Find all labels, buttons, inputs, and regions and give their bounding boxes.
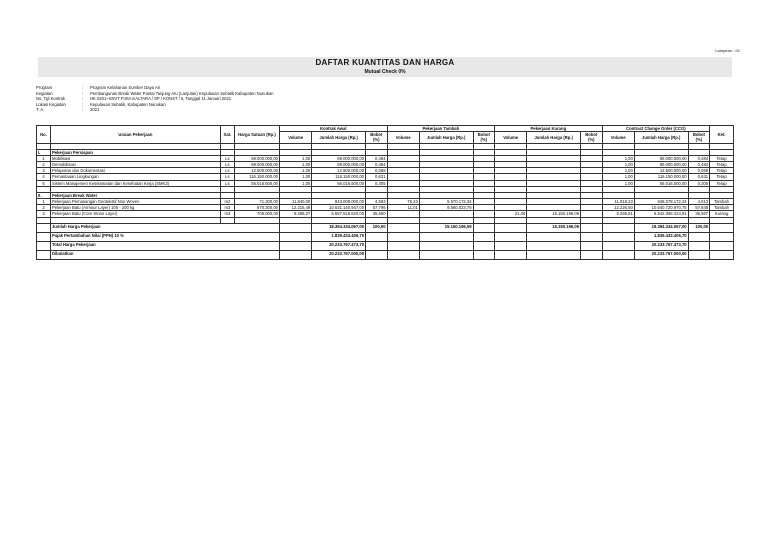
header-ket: Ket. bbox=[710, 126, 734, 144]
cell-no: 1 bbox=[37, 155, 51, 161]
info-value: 2021 bbox=[90, 107, 100, 113]
header-bobot: Bobot (%) bbox=[473, 132, 495, 143]
cell-sat: Ls bbox=[220, 174, 234, 180]
cell-k-vol: 1,00 bbox=[280, 174, 312, 180]
header-jumlah: Jumlah Harga (Rp.) bbox=[527, 132, 581, 143]
cell-c-vol: 1,00 bbox=[602, 174, 634, 180]
page-title: DAFTAR KUANTITAS DAN HARGA bbox=[38, 57, 732, 68]
cell-no: 5 bbox=[37, 180, 51, 186]
summary-t-jml bbox=[419, 250, 473, 259]
cell-k-jml: 116.150.000,00 bbox=[312, 174, 366, 180]
cell-k-jml: 6.557.518.620,00 bbox=[312, 211, 366, 217]
summary-row bbox=[37, 223, 734, 232]
header-bobot: Bobot (%) bbox=[366, 132, 388, 143]
cell-harga: 56.016.500,00 bbox=[234, 180, 279, 186]
quantity-price-table bbox=[36, 125, 734, 260]
cell-c-vol: 1,00 bbox=[602, 155, 634, 161]
cell-sat: m2 bbox=[220, 199, 234, 205]
project-info bbox=[36, 85, 273, 113]
cell-c-jml: 6.542.368.423,91 bbox=[634, 211, 688, 217]
info-value: Program Kelahanan Sumber Daya Air bbox=[90, 85, 161, 90]
header-jumlah: Jumlah Harga (Rp.) bbox=[634, 132, 688, 143]
cell-k-vol: 11.840,00 bbox=[280, 199, 312, 205]
summary-c-bob bbox=[688, 250, 710, 259]
cell-k-jml: 12.500.000,00 bbox=[312, 168, 366, 174]
cell-k-bob: 35,650 bbox=[366, 211, 388, 217]
cell-uraian: Pekerjaan Batu (Core Stone Layer) bbox=[50, 211, 220, 217]
summary-k-bob: 100,00 bbox=[366, 223, 388, 232]
cell-uraian: Pelaporan dan Dokumentasi bbox=[50, 168, 220, 174]
info-separator: : bbox=[82, 85, 84, 90]
cell-no: 2 bbox=[37, 162, 51, 168]
info-separator: : bbox=[82, 96, 84, 102]
summary-ku-jml bbox=[527, 241, 581, 250]
cell-ket: Tambah bbox=[710, 199, 734, 205]
summary-k-jml: 20.233.767.000,00 bbox=[312, 250, 366, 259]
section-number: I. bbox=[37, 149, 51, 155]
header-kontrak-awal: Kontrak Awal bbox=[280, 126, 388, 132]
cell-no: 4 bbox=[37, 174, 51, 180]
cell-k-bob: 0,484 bbox=[366, 162, 388, 168]
cell-k-bob: 57,796 bbox=[366, 205, 388, 211]
cell-c-jml: 89.000.000,00 bbox=[634, 162, 688, 168]
summary-label: Pajak Pertambahan Nilai (PPN) 10 % bbox=[50, 232, 279, 241]
cell-k-vol: 1,00 bbox=[280, 180, 312, 186]
cell-t-vol: 11,01 bbox=[387, 205, 419, 211]
header-cco: Contract Change Order (CCO) bbox=[602, 126, 710, 132]
cell-t-jml: 5.570.172,34 bbox=[419, 199, 473, 205]
cell-k-jml: 843.008.000,00 bbox=[312, 199, 366, 205]
summary-k-bob bbox=[366, 250, 388, 259]
section-number: II. bbox=[37, 192, 51, 198]
summary-t-jml bbox=[419, 241, 473, 250]
cell-c-jml: 56.016.500,00 bbox=[634, 180, 688, 186]
cell-t-jml: 9.580.023,75 bbox=[419, 205, 473, 211]
cell-c-vol: 1,00 bbox=[602, 168, 634, 174]
cell-c-vol: 1,00 bbox=[602, 162, 634, 168]
cell-c-jml: 89.000.000,00 bbox=[634, 155, 688, 161]
summary-row bbox=[37, 241, 734, 250]
info-value: Kepulauan Sebatik, Kabupaten Nunukan bbox=[90, 101, 166, 107]
summary-label: Jumlah Harga Pekerjaan bbox=[50, 223, 279, 232]
cell-harga: 89.000.000,00 bbox=[234, 155, 279, 161]
summary-ku-jml bbox=[527, 250, 581, 259]
header-volume: Volume bbox=[280, 132, 312, 143]
summary-ku-jml bbox=[527, 232, 581, 241]
info-row bbox=[36, 107, 273, 113]
cell-k-vol: 1,00 bbox=[280, 168, 312, 174]
cell-uraian: Demobilisasi bbox=[50, 162, 220, 168]
header-sat: Sat. bbox=[220, 126, 234, 144]
header-harga-satuan: Harga Satuan (Rp.) bbox=[234, 126, 279, 144]
cell-k-vol: 1,00 bbox=[280, 162, 312, 168]
cell-uraian: Pekerjaan Pemasangan Geotekstil Non Woven bbox=[50, 199, 220, 205]
info-separator: : bbox=[82, 101, 84, 107]
cell-k-jml: 10.631.140.947,00 bbox=[312, 205, 366, 211]
cell-c-vol: 11.918,23 bbox=[602, 199, 634, 205]
summary-k-bob bbox=[366, 241, 388, 250]
header-jumlah: Jumlah Harga (Rp.) bbox=[312, 132, 366, 143]
header-bobot: Bobot (%) bbox=[688, 132, 710, 143]
cell-c-vol: 12.226,50 bbox=[602, 205, 634, 211]
summary-row bbox=[37, 250, 734, 259]
summary-k-jml: 20.233.767.473,70 bbox=[312, 241, 366, 250]
cell-c-bob: 0,484 bbox=[688, 162, 710, 168]
info-label: Lokasi Kegiatan bbox=[36, 101, 66, 107]
cell-no: 2 bbox=[37, 205, 51, 211]
cell-no: 3 bbox=[37, 211, 51, 217]
cell-harga: 89.000.000,00 bbox=[234, 162, 279, 168]
cell-k-vol: 12.215,49 bbox=[280, 205, 312, 211]
cell-ku-vol: 21,46 bbox=[495, 211, 527, 217]
info-value: HK.0201~SNVT PJSA KALTARA / SP / KONST / 6, Tanggal 11 Januari 2021 bbox=[90, 96, 232, 102]
cell-k-bob: 0,068 bbox=[366, 168, 388, 174]
header-no: No. bbox=[37, 126, 51, 144]
summary-c-jml: 20.233.767.473,70 bbox=[634, 241, 688, 250]
cell-k-vol: 1,00 bbox=[280, 155, 312, 161]
cell-k-bob: 0,631 bbox=[366, 174, 388, 180]
cell-harga: 870.300,00 bbox=[234, 205, 279, 211]
cell-sat: m3 bbox=[220, 205, 234, 211]
cell-sat: m3 bbox=[220, 211, 234, 217]
cell-harga: 71.200,00 bbox=[234, 199, 279, 205]
cell-uraian: Pekerjaan Batu (Armour Layer) 100 - 200 kg bbox=[50, 205, 220, 211]
summary-t-jml: 15.150.196,09 bbox=[419, 223, 473, 232]
cell-c-jml: 116.150.000,00 bbox=[634, 174, 688, 180]
cell-c-jml: 848.578.172,34 bbox=[634, 199, 688, 205]
summary-k-jml: 18.394.334.067,00 bbox=[312, 223, 366, 232]
cell-c-jml: 12.500.000,00 bbox=[634, 168, 688, 174]
cell-k-jml: 56.016.500,00 bbox=[312, 180, 366, 186]
header-volume: Volume bbox=[495, 132, 527, 143]
summary-label: Total Harga Pekerjaan bbox=[50, 241, 279, 250]
cell-c-bob: 4,613 bbox=[688, 199, 710, 205]
summary-c-jml: 1.839.433.406,70 bbox=[634, 232, 688, 241]
cell-ket: Tetap bbox=[710, 174, 734, 180]
summary-ku-jml: 15.150.196,09 bbox=[527, 223, 581, 232]
cell-ket: Tambah bbox=[710, 205, 734, 211]
cell-uraian: Sistem Manajemen Keselamatan dan Kesehatan Kerja (SMK3) bbox=[50, 180, 220, 186]
header-uraian: Uraian Pekerjaan bbox=[50, 126, 220, 144]
cell-c-vol: 1,00 bbox=[602, 180, 634, 186]
header-volume: Volume bbox=[387, 132, 419, 143]
cell-ket: Tetap bbox=[710, 162, 734, 168]
cell-k-bob: 0,305 bbox=[366, 180, 388, 186]
cell-ket: Tetap bbox=[710, 180, 734, 186]
summary-k-bob bbox=[366, 232, 388, 241]
info-value: Pembangunan Break Water Pantai Tanjung Aru (Lanjutan) Kepulauan Sebatik Kabupaten Nunukan bbox=[90, 90, 274, 96]
cell-uraian: Mobilisasi bbox=[50, 155, 220, 161]
cell-c-bob: 0,484 bbox=[688, 155, 710, 161]
cell-uraian: Pemantauan Lingkungan bbox=[50, 174, 220, 180]
cell-sat: Ls bbox=[220, 180, 234, 186]
cell-harga: 12.500.000,00 bbox=[234, 168, 279, 174]
summary-label: Dibulatkan bbox=[50, 250, 279, 259]
info-separator: : bbox=[82, 107, 84, 113]
info-label: T. A. bbox=[36, 107, 45, 113]
cell-sat: Ls bbox=[220, 162, 234, 168]
summary-row bbox=[37, 232, 734, 241]
header-bobot: Bobot (%) bbox=[581, 132, 603, 143]
summary-c-bob bbox=[688, 241, 710, 250]
header-volume: Volume bbox=[602, 132, 634, 143]
page-number-label: Lampiran - 01 bbox=[715, 48, 740, 53]
summary-c-jml: 18.394.334.067,00 bbox=[634, 223, 688, 232]
cell-ket: Tetap bbox=[710, 168, 734, 174]
section-title: Pekerjaan Persiapan bbox=[50, 149, 220, 155]
cell-no: 1 bbox=[37, 199, 51, 205]
cell-c-jml: 10.640.720.970,75 bbox=[634, 205, 688, 211]
header-pekerjaan-kurang: Pekerjaan Kurang bbox=[495, 126, 603, 132]
summary-t-jml bbox=[419, 232, 473, 241]
info-label: No, Tgl Kontrak bbox=[36, 96, 66, 102]
cell-c-bob: 0,068 bbox=[688, 168, 710, 174]
cell-no: 3 bbox=[37, 168, 51, 174]
table-row bbox=[37, 180, 734, 186]
cell-c-bob: 57,848 bbox=[688, 205, 710, 211]
summary-c-jml: 20.233.767.000,00 bbox=[634, 250, 688, 259]
info-label: Program bbox=[36, 85, 53, 90]
cell-k-jml: 89.000.000,00 bbox=[312, 162, 366, 168]
header-jumlah: Jumlah Harga (Rp.) bbox=[419, 132, 473, 143]
info-label: Kegiatan bbox=[36, 90, 53, 96]
summary-c-bob bbox=[688, 232, 710, 241]
cell-ku-jml: 15.150.196,09 bbox=[527, 211, 581, 217]
cell-c-bob: 0,305 bbox=[688, 180, 710, 186]
cell-t-vol: 78,23 bbox=[387, 199, 419, 205]
cell-sat: Ls bbox=[220, 155, 234, 161]
header-pekerjaan-tambah: Pekerjaan Tambah bbox=[387, 126, 495, 132]
page-subtitle: Mutual Check 0% bbox=[38, 68, 732, 77]
cell-c-bob: 0,631 bbox=[688, 174, 710, 180]
summary-c-bob: 100,00 bbox=[688, 223, 710, 232]
section-title: Pekerjaan Break Water bbox=[50, 192, 220, 198]
cell-k-bob: 0,484 bbox=[366, 155, 388, 161]
cell-ket: Tetap bbox=[710, 155, 734, 161]
cell-harga: 706.000,00 bbox=[234, 211, 279, 217]
cell-k-bob: 4,583 bbox=[366, 199, 388, 205]
cell-k-vol: 9.288,27 bbox=[280, 211, 312, 217]
cell-harga: 116.150.000,00 bbox=[234, 174, 279, 180]
cell-ket: Kurang bbox=[710, 211, 734, 217]
cell-c-bob: 35,567 bbox=[688, 211, 710, 217]
cell-k-jml: 89.000.000,00 bbox=[312, 155, 366, 161]
info-separator: : bbox=[82, 90, 84, 96]
summary-k-jml: 1.839.433.406,70 bbox=[312, 232, 366, 241]
cell-c-vol: 9.266,81 bbox=[602, 211, 634, 217]
cell-sat: Ls bbox=[220, 168, 234, 174]
